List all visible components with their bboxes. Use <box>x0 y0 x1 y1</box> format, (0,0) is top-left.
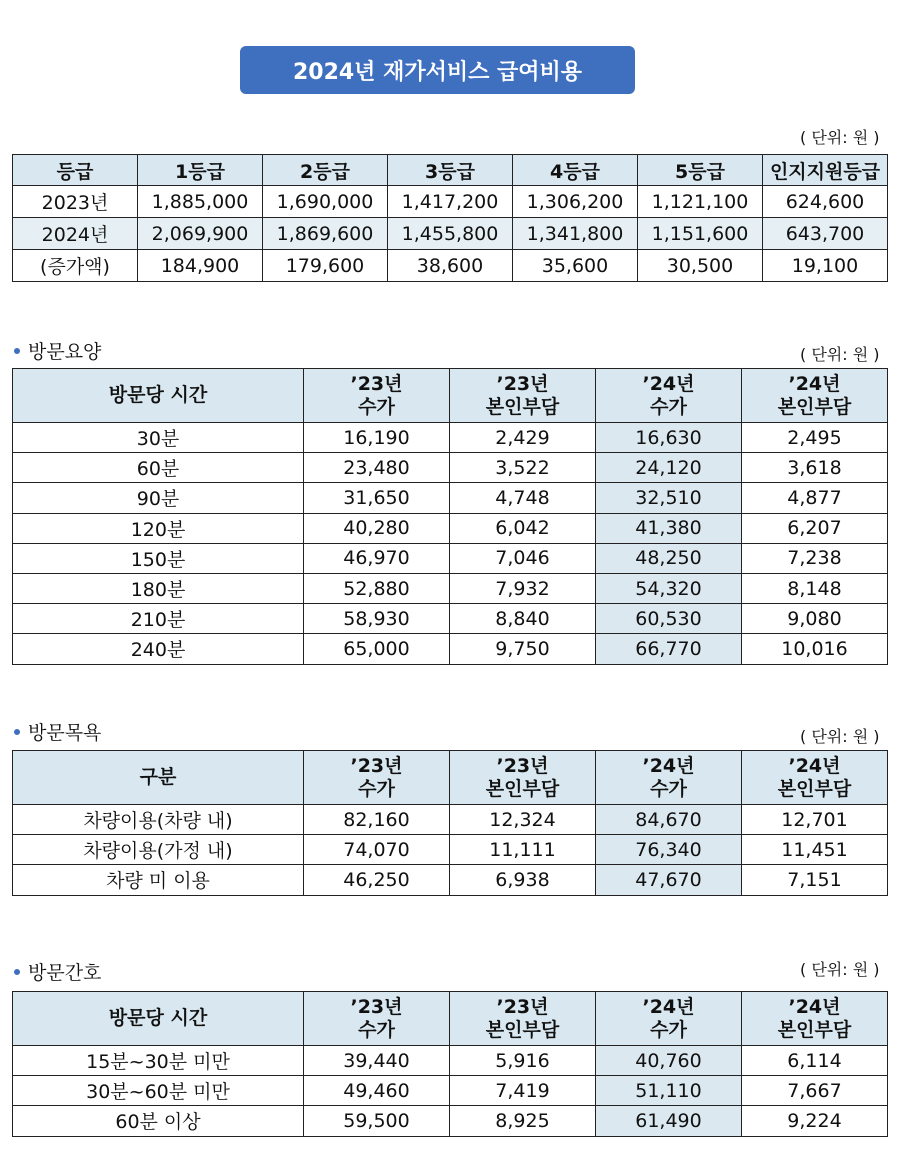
table-cell: 49,460 <box>304 1076 450 1106</box>
table-cell: 8,840 <box>450 604 596 634</box>
table-cell: 40,760 <box>596 1046 742 1076</box>
table-cell: 12,701 <box>742 805 888 835</box>
bullet-icon <box>14 969 20 975</box>
column-header <box>742 369 888 423</box>
table-cell: 4,877 <box>742 483 888 513</box>
table-cell: 59,500 <box>304 1106 450 1136</box>
table-cell: 7,046 <box>450 543 596 573</box>
table-cell: 10,016 <box>742 634 888 664</box>
column-header-line: 본인부담 <box>777 395 852 418</box>
table-cell: 8,925 <box>450 1106 596 1136</box>
column-header-line: ’24년 <box>788 995 841 1018</box>
table-cell: 19,100 <box>763 250 888 282</box>
table-cell: 11,451 <box>742 835 888 865</box>
column-header-line: 본인부담 <box>485 1018 560 1041</box>
column-header: 인지지원등급 <box>763 155 888 186</box>
section-heading-visit-bath <box>14 718 101 745</box>
column-header <box>596 751 742 805</box>
table-row <box>13 634 888 664</box>
column-header-line: 수가 <box>358 395 395 418</box>
column-header-line: ’24년 <box>788 372 841 395</box>
table-cell: 6,114 <box>742 1046 888 1076</box>
table-cell: 46,250 <box>304 865 450 895</box>
table-cell: 84,670 <box>596 805 742 835</box>
table-cell: 30,500 <box>638 250 763 282</box>
column-header <box>304 369 450 423</box>
column-header <box>304 751 450 805</box>
unit-label-visit-care: ( 단위: 원 ) <box>800 345 880 364</box>
visit-nursing-table <box>12 991 888 1137</box>
table-cell: 76,340 <box>596 835 742 865</box>
row-label: 150분 <box>13 543 304 573</box>
column-header-line: 방문당 시간 <box>108 1007 208 1029</box>
column-header <box>450 992 596 1046</box>
column-header: 4등급 <box>513 155 638 186</box>
column-header-line: 본인부담 <box>777 777 852 800</box>
column-header: 2등급 <box>263 155 388 186</box>
visit-bath-table <box>12 750 888 896</box>
table-cell: 6,938 <box>450 865 596 895</box>
table-cell: 60,530 <box>596 604 742 634</box>
column-header <box>13 992 304 1046</box>
table-cell: 51,110 <box>596 1076 742 1106</box>
table-cell: 66,770 <box>596 634 742 664</box>
table-cell: 46,970 <box>304 543 450 573</box>
visit-care-table <box>12 368 888 665</box>
unit-label-visit-bath: ( 단위: 원 ) <box>800 727 880 746</box>
row-label: 차량 미 이용 <box>13 865 304 895</box>
table-cell: 9,750 <box>450 634 596 664</box>
table-cell: 7,419 <box>450 1076 596 1106</box>
table-cell: 9,080 <box>742 604 888 634</box>
column-header: 3등급 <box>388 155 513 186</box>
table-header-row <box>13 369 888 423</box>
row-label: 2024년 <box>13 218 138 250</box>
column-header-line: 수가 <box>358 777 395 800</box>
column-header-line: 수가 <box>650 395 687 418</box>
row-label: 15분~30분 미만 <box>13 1046 304 1076</box>
column-header <box>13 751 304 805</box>
table-row <box>13 513 888 543</box>
table-cell: 65,000 <box>304 634 450 664</box>
table-cell: 2,429 <box>450 423 596 453</box>
table-cell: 74,070 <box>304 835 450 865</box>
table-cell: 1,151,600 <box>638 218 763 250</box>
column-header-line: ’24년 <box>642 754 695 777</box>
table-cell: 184,900 <box>138 250 263 282</box>
table-cell: 52,880 <box>304 573 450 603</box>
table-cell: 12,324 <box>450 805 596 835</box>
table-cell: 35,600 <box>513 250 638 282</box>
table-cell: 179,600 <box>263 250 388 282</box>
row-label: (증가액) <box>13 250 138 282</box>
table-cell: 31,650 <box>304 483 450 513</box>
column-header <box>450 751 596 805</box>
table-cell: 82,160 <box>304 805 450 835</box>
table-cell: 1,455,800 <box>388 218 513 250</box>
table-cell: 7,932 <box>450 573 596 603</box>
unit-label-visit-nursing: ( 단위: 원 ) <box>800 960 880 979</box>
table-cell: 1,690,000 <box>263 186 388 218</box>
table-row <box>13 573 888 603</box>
row-label: 60분 이상 <box>13 1106 304 1136</box>
table-cell: 3,618 <box>742 453 888 483</box>
row-label: 240분 <box>13 634 304 664</box>
section-title: 방문요양 <box>28 341 102 363</box>
column-header-line: ’24년 <box>642 372 695 395</box>
column-header-line: 수가 <box>650 1018 687 1041</box>
column-header <box>596 992 742 1046</box>
column-header <box>450 369 596 423</box>
table-cell: 39,440 <box>304 1046 450 1076</box>
table-row <box>13 1046 888 1076</box>
row-label: 90분 <box>13 483 304 513</box>
table-row <box>13 805 888 835</box>
table-cell: 24,120 <box>596 453 742 483</box>
table-cell: 41,380 <box>596 513 742 543</box>
row-label: 210분 <box>13 604 304 634</box>
column-header <box>742 751 888 805</box>
table-cell: 7,151 <box>742 865 888 895</box>
table-row <box>13 423 888 453</box>
table-cell: 1,885,000 <box>138 186 263 218</box>
column-header-line: ’23년 <box>350 372 403 395</box>
table-row <box>13 865 888 895</box>
column-header-line: ’23년 <box>496 754 549 777</box>
table-cell: 3,522 <box>450 453 596 483</box>
table-cell: 8,148 <box>742 573 888 603</box>
column-header-line: ’23년 <box>350 754 403 777</box>
column-header-line: 본인부담 <box>485 395 560 418</box>
table-cell: 1,121,100 <box>638 186 763 218</box>
table-row <box>13 543 888 573</box>
table-cell: 11,111 <box>450 835 596 865</box>
table-cell: 6,042 <box>450 513 596 543</box>
column-header-line: 수가 <box>358 1018 395 1041</box>
column-header-line: 본인부담 <box>777 1018 852 1041</box>
column-header: 5등급 <box>638 155 763 186</box>
column-header-line: ’24년 <box>642 995 695 1018</box>
table-cell: 47,670 <box>596 865 742 895</box>
table-cell: 32,510 <box>596 483 742 513</box>
row-label: 30분~60분 미만 <box>13 1076 304 1106</box>
row-label: 차량이용(차량 내) <box>13 805 304 835</box>
table-row <box>13 186 888 218</box>
bullet-icon <box>14 348 20 354</box>
table-cell: 48,250 <box>596 543 742 573</box>
bullet-icon <box>14 729 20 735</box>
column-header-line: ’23년 <box>496 372 549 395</box>
table-row <box>13 218 888 250</box>
row-label: 120분 <box>13 513 304 543</box>
section-title: 방문목욕 <box>28 722 102 744</box>
table-cell: 23,480 <box>304 453 450 483</box>
table-header-row <box>13 992 888 1046</box>
table-cell: 58,930 <box>304 604 450 634</box>
table-cell: 7,667 <box>742 1076 888 1106</box>
table-row <box>13 250 888 282</box>
column-header-line: 구분 <box>139 766 177 788</box>
table-row <box>13 604 888 634</box>
table-cell: 6,207 <box>742 513 888 543</box>
table-cell: 5,916 <box>450 1046 596 1076</box>
row-label: 30분 <box>13 423 304 453</box>
table-cell: 624,600 <box>763 186 888 218</box>
column-header <box>13 369 304 423</box>
column-header <box>742 992 888 1046</box>
table-cell: 38,600 <box>388 250 513 282</box>
unit-label-grades: ( 단위: 원 ) <box>800 128 880 147</box>
table-cell: 4,748 <box>450 483 596 513</box>
table-cell: 1,341,800 <box>513 218 638 250</box>
table-cell: 40,280 <box>304 513 450 543</box>
table-cell: 643,700 <box>763 218 888 250</box>
table-row <box>13 483 888 513</box>
column-header-line: 본인부담 <box>485 777 560 800</box>
table-row <box>13 835 888 865</box>
row-label: 60분 <box>13 453 304 483</box>
table-cell: 7,238 <box>742 543 888 573</box>
column-header-line: 수가 <box>650 777 687 800</box>
table-row <box>13 453 888 483</box>
row-label: 180분 <box>13 573 304 603</box>
table-cell: 61,490 <box>596 1106 742 1136</box>
table-cell: 2,495 <box>742 423 888 453</box>
grade-cost-table <box>12 154 888 282</box>
table-cell: 16,630 <box>596 423 742 453</box>
table-cell: 2,069,900 <box>138 218 263 250</box>
table-cell: 16,190 <box>304 423 450 453</box>
column-header: 1등급 <box>138 155 263 186</box>
row-label: 차량이용(가정 내) <box>13 835 304 865</box>
column-header-line: 방문당 시간 <box>108 384 208 406</box>
table-header-row <box>13 751 888 805</box>
column-header: 등급 <box>13 155 138 186</box>
column-header-line: ’23년 <box>496 995 549 1018</box>
column-header <box>596 369 742 423</box>
table-cell: 9,224 <box>742 1106 888 1136</box>
table-header-row <box>13 155 888 186</box>
section-heading-visit-nursing <box>14 958 101 985</box>
table-row <box>13 1076 888 1106</box>
table-cell: 54,320 <box>596 573 742 603</box>
section-heading-visit-care <box>14 337 101 364</box>
column-header-line: ’24년 <box>788 754 841 777</box>
column-header-line: ’23년 <box>350 995 403 1018</box>
table-cell: 1,417,200 <box>388 186 513 218</box>
row-label: 2023년 <box>13 186 138 218</box>
table-cell: 1,869,600 <box>263 218 388 250</box>
section-title: 방문간호 <box>28 962 102 984</box>
table-cell: 1,306,200 <box>513 186 638 218</box>
column-header <box>304 992 450 1046</box>
table-row <box>13 1106 888 1136</box>
page-title: 2024년 재가서비스 급여비용 <box>240 46 635 94</box>
